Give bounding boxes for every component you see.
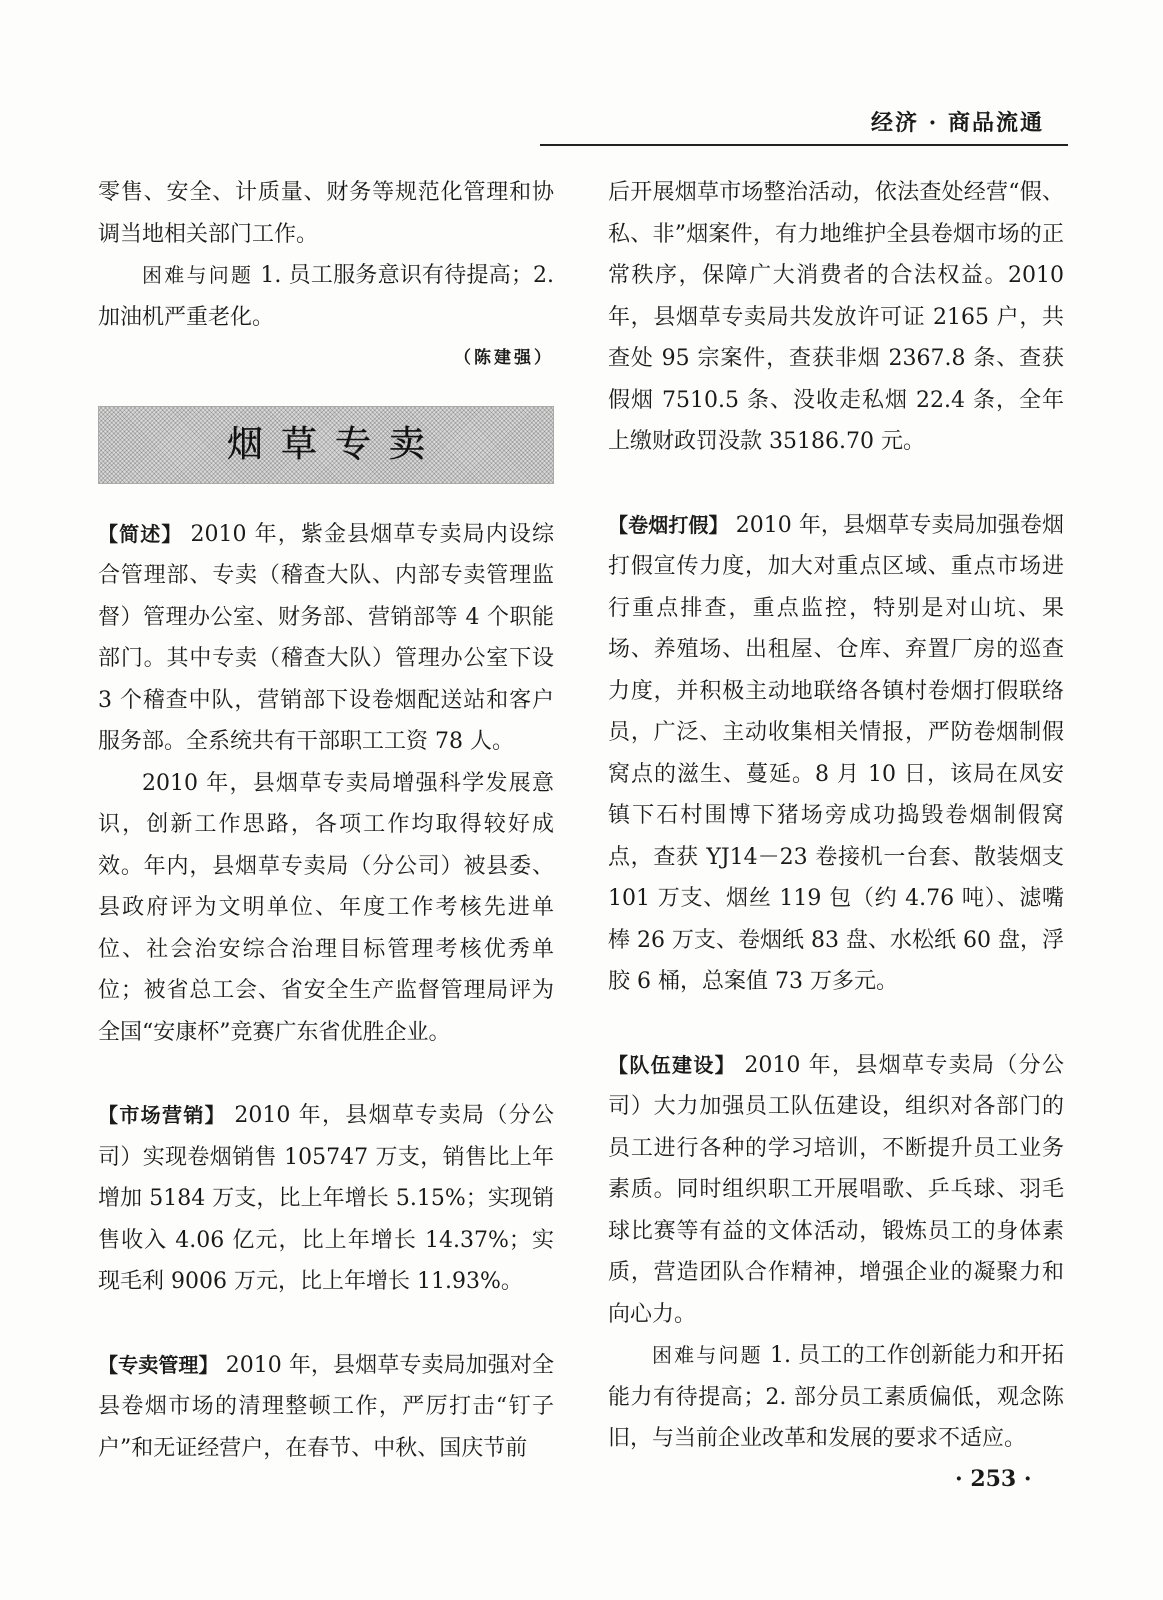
spacer	[98, 1303, 554, 1345]
anti-counterfeit-label: 【卷烟打假】	[608, 512, 729, 537]
problems-paragraph	[608, 1335, 1064, 1460]
overview-label: 【简述】	[98, 521, 183, 546]
problems-label: 困难与问题	[652, 1343, 763, 1367]
team-text: 2010 年，县烟草专卖局（分公司）大力加强员工队伍建设，组织对各部门的员工进行各种的学习培训，不断提升员工业务素质。同时组织职工开展唱歌、乒乓球、羽毛球比赛等有益的文体活动，锻炼员工的身体素质，营造团队合作精神，增强企业的凝聚力和向心力。	[608, 1052, 1065, 1327]
author: （陈建强）	[454, 348, 554, 368]
monopoly-paragraph	[98, 1345, 554, 1470]
marketing-text: 2010 年，县烟草专卖局（分公司）实现卷烟销售 105747 万支，销售比上年增加 5184 万支，比上年增长 5.15%；实现销售收入 4.06 亿元，比上年增长 14.37%；实现毛利 9006 万元，比上年增长 11.93%。	[98, 1103, 555, 1294]
right-column	[608, 172, 1064, 1460]
problems-text: 1. 员工服务意识有待提高；2. 加油机严重老化。	[98, 263, 555, 330]
spacer	[608, 463, 1064, 505]
paragraph: 2010 年，县烟草专卖局增强科学发展意识，创新工作思路，各项工作均取得较好成效。年内，县烟草专卖局（分公司）被县委、县政府评为文明单位、年度工作考核先进单位、社会治安综合治理目标管理考核优秀单位；被省总工会、省安全生产监督管理局评为全国“安康杯”竞赛广东省优胜企业。	[98, 770, 554, 1045]
section-title: 经济 · 商品流通	[871, 110, 1044, 136]
spacer	[608, 1003, 1064, 1045]
team-label: 【队伍建设】	[608, 1052, 737, 1077]
page-number: · 253 ·	[955, 1466, 1032, 1492]
problems-text: 1. 员工的工作创新能力和开拓能力有待提高；2. 部分员工素质偏低，观念陈旧，与当前企业改革和发展的要求不适应。	[608, 1343, 1064, 1451]
overview-paragraph	[98, 514, 554, 763]
paragraph: 后开展烟草市场整治活动，依法查处经营“假、私、非”烟案件，有力地维护全县卷烟市场的正常秩序，保障广大消费者的合法权益。2010 年，县烟草专卖局共发放许可证 2165 户，共查处 95 宗案件，查获非烟 2367.8 条、查获假烟 7510.5 条、没收走私烟 22.4 条，全年上缴财政罚没款 35186.70 元。	[608, 180, 1064, 454]
marketing-label: 【市场营销】	[98, 1103, 227, 1127]
team-paragraph	[608, 1045, 1064, 1336]
overview-text: 2010 年，紫金县烟草专卖局内设综合管理部、专卖（稽查大队、内部专卖管理监督）管理办公室、财务部、营销部等 4 个职能部门。其中专卖（稽查大队）管理办公室下设 3 个稽查中队，营销部下设卷烟配送站和客户服务部。全系统共有干部职工工资 78 人。	[98, 521, 554, 754]
section-banner-title: 烟草专卖	[226, 423, 443, 465]
anti-counterfeit-paragraph	[608, 505, 1064, 1003]
monopoly-text: 2010 年，县烟草专卖局加强对全县卷烟市场的清理整顿工作，严厉打击“钉子户”和无证经营户，在春节、中秋、国庆节前	[98, 1352, 554, 1461]
section-banner	[98, 406, 554, 484]
anti-counterfeit-text: 2010 年，县烟草专卖局加强卷烟打假宣传力度，加大对重点区域、重点市场进行重点排查，重点监控，特别是对山坑、果场、养殖场、出租屋、仓库、弃置厂房的巡查力度，并积极主动地联络各镇村卷烟打假联络员，广泛、主动收集相关情报，严防卷烟制假窝点的滋生、蔓延。8 月 10 日，该局在凤安镇下石村围博下猪场旁成功捣毁卷烟制假窝点，查获 YJ14－23 卷接机一台套、散装烟支 101 万支、烟丝 119 包（约 4.76 吨）、滤嘴棒 26 万支、卷烟纸 83 盘、水松纸 60 盘，浮胶 6 桶，总案值 73 万多元。	[608, 512, 1064, 994]
marketing-paragraph	[98, 1095, 554, 1303]
monopoly-label: 【专卖管理】	[98, 1352, 219, 1377]
running-header	[540, 104, 1068, 146]
spacer	[98, 1053, 554, 1095]
left-column	[98, 172, 554, 1469]
problems-label: 困难与问题	[142, 263, 254, 287]
problems-paragraph	[98, 255, 554, 338]
paragraph: 零售、安全、计质量、财务等规范化管理和协调当地相关部门工作。	[98, 180, 554, 247]
